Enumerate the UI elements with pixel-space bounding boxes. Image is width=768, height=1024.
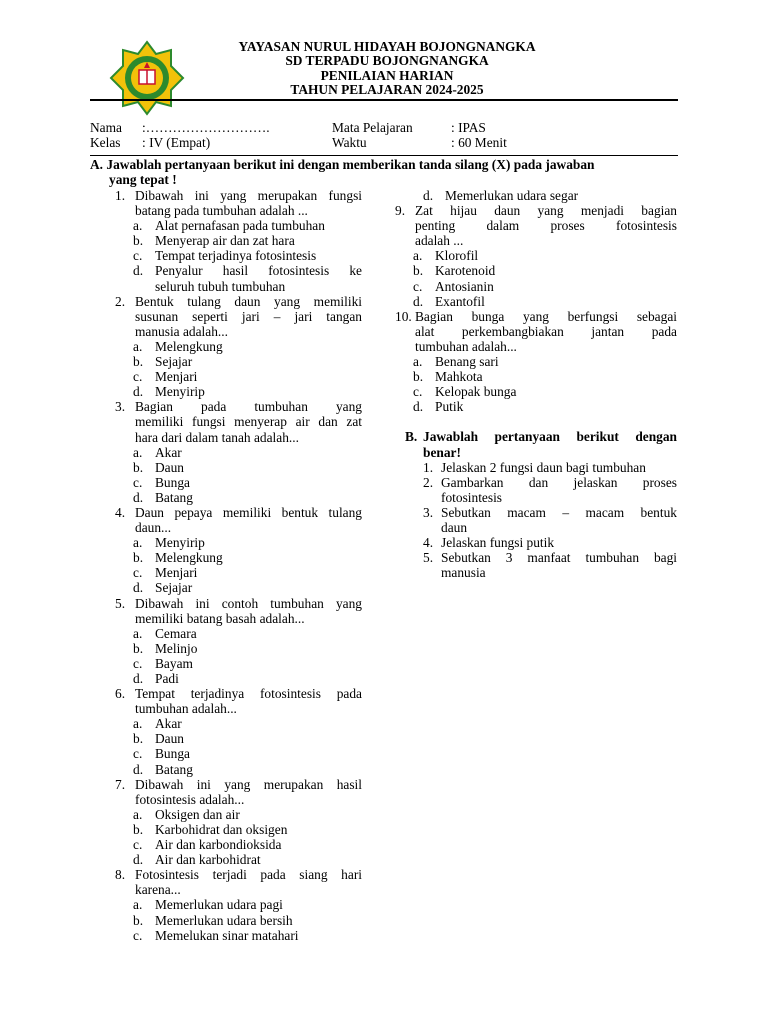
answer-option[interactable] (115, 354, 362, 369)
header-divider (90, 99, 678, 101)
option-letter: d. (133, 671, 144, 686)
option-letter: a. (413, 248, 423, 264)
question-text (395, 309, 677, 354)
option-letter: d. (133, 384, 144, 400)
option-text: Memerlukan udara bersih (155, 912, 293, 928)
option-letter: b. (133, 459, 144, 475)
question-text-line: batang pada tumbuhan adalah ... (135, 203, 308, 219)
option-text: Tempat terjadinya fotosintesis (155, 248, 317, 264)
option-text: Daun (155, 731, 185, 747)
right-questions (395, 203, 677, 414)
kelas-label: Kelas (90, 135, 121, 150)
question-text-line: Bagian pada tumbuhan yang (135, 399, 362, 415)
option-text: Air dan karbondioksida (155, 837, 282, 853)
option-text: Antosianin (435, 278, 494, 294)
answer-option[interactable] (115, 384, 362, 399)
option-text: seluruh tubuh tumbuhan (155, 278, 286, 294)
option-text: Batang (155, 489, 193, 505)
essay-text (405, 535, 677, 550)
option-text: Akar (155, 716, 182, 732)
option-text: Penyalur hasil fotosintesis ke (155, 263, 362, 279)
kelas-value: : IV (Empat) (142, 135, 211, 150)
questions-right-column (395, 188, 677, 581)
question-2 (395, 309, 677, 415)
section-b-line2: benar! (423, 444, 461, 460)
question-text-line: karena... (135, 882, 181, 898)
answer-option[interactable] (115, 233, 362, 248)
answer-option[interactable] (115, 535, 362, 550)
question-text-line: adalah ... (415, 233, 464, 249)
question-number: 1. (115, 188, 126, 203)
question-text (115, 188, 362, 218)
option-letter: b. (133, 354, 144, 370)
essay-text (405, 550, 677, 580)
essay-text-line: Jelaskan 2 fungsi daun bagi tumbuhan (441, 459, 646, 475)
essay-number: 1. (423, 459, 434, 475)
info-divider (90, 155, 678, 156)
answer-option[interactable] (395, 279, 677, 294)
question-text (115, 505, 362, 535)
header-assessment: PENILAIAN HARIAN (320, 67, 454, 83)
option-letter: c. (413, 278, 423, 294)
answer-option[interactable] (115, 641, 362, 656)
question-text-line: Daun pepaya memiliki bentuk tulang (135, 504, 362, 520)
essay-question-4 (405, 535, 677, 550)
question-8 (115, 867, 362, 942)
question-1 (395, 203, 677, 309)
essay-question-2 (405, 475, 677, 505)
essay-text (405, 505, 677, 535)
question-number: 10. (395, 308, 412, 324)
answer-option[interactable] (115, 913, 362, 928)
answer-option[interactable] (115, 731, 362, 746)
school-emblem-icon (109, 40, 185, 116)
question-text-line: memiliki fungsi menyerap air dan zat (135, 414, 362, 430)
option-text: Sejajar (155, 354, 193, 370)
option-text: Kelopak bunga (435, 384, 517, 400)
option-text: Exantofil (435, 293, 485, 309)
question-text-line: daun... (135, 520, 172, 536)
option-letter: c. (133, 927, 143, 943)
section-a-line2: yang tepat ! (109, 172, 177, 188)
option-text: Padi (155, 671, 179, 686)
answer-option[interactable] (115, 248, 362, 263)
section-a-line1: Jawablah pertanyaan berikut ini dengan memberikan tanda silang (X) pada jawaban (106, 157, 595, 172)
essay-number: 4. (423, 535, 434, 551)
answer-option[interactable] (405, 188, 677, 203)
option-text: Melengkung (155, 550, 223, 566)
essay-text-line: Sebutkan 3 manfaat tumbuhan bagi (441, 550, 677, 566)
answer-option[interactable] (115, 897, 362, 912)
answer-option[interactable] (115, 369, 362, 384)
question-text-line: Dibawah ini yang merupakan fungsi (135, 188, 362, 203)
question-text-line: alat perkembangbiakan jantan pada (415, 323, 677, 339)
option-text: Daun (155, 459, 185, 475)
essay-text-line: Jelaskan fungsi putik (441, 535, 555, 551)
option-letter: c. (133, 655, 143, 671)
option-letter: c. (133, 746, 143, 762)
question-text-line: memiliki batang basah adalah... (135, 610, 305, 626)
option-text: Bunga (155, 746, 190, 762)
option-text: Akar (155, 444, 182, 460)
section-b-line1: Jawablah pertanyaan berikut dengan (423, 429, 677, 445)
nama-field[interactable]: :………………………. (142, 120, 270, 135)
question-5 (115, 596, 362, 687)
option-text: Menyirip (155, 384, 205, 400)
question-text-line: Dibawah ini yang merupakan hasil (135, 776, 362, 792)
option-text: Memerlukan udara segar (445, 188, 579, 203)
answer-option[interactable] (115, 656, 362, 671)
mapel-value: : IPAS (451, 120, 486, 135)
option-letter: d. (133, 852, 144, 868)
option-letter: a. (133, 444, 143, 460)
essay-question-5 (405, 550, 677, 580)
answer-option[interactable] (115, 339, 362, 354)
option-letter: a. (133, 535, 143, 551)
option-letter: a. (133, 338, 143, 354)
option-letter: d. (133, 580, 144, 596)
question-text-line: penting dalam proses fotosintesis (415, 218, 677, 234)
answer-option[interactable] (115, 852, 362, 867)
question-text-line: tumbuhan adalah... (415, 338, 517, 354)
option-text: Melengkung (155, 338, 223, 354)
questions-left-column (115, 188, 362, 943)
question-number: 5. (115, 595, 126, 611)
question-7 (115, 777, 362, 868)
question-2 (115, 294, 362, 400)
answer-option[interactable] (115, 565, 362, 580)
option-text: Batang (155, 761, 193, 777)
option-letter: d. (133, 489, 144, 505)
answer-option[interactable] (115, 263, 362, 293)
question-text-line: Bagian bunga yang berfungsi sebagai (415, 308, 677, 324)
answer-option[interactable] (395, 354, 677, 369)
option-letter: b. (413, 263, 424, 279)
section-b-instruction (405, 429, 677, 459)
answer-option[interactable] (395, 263, 677, 278)
option-text: Benang sari (435, 354, 499, 370)
question-number: 8. (115, 867, 126, 883)
option-text: Memerlukan udara pagi (155, 897, 283, 913)
question-text-line: tumbuhan adalah... (135, 701, 237, 717)
answer-option[interactable] (115, 928, 362, 943)
header-school: SD TERPADU BOJONGNANGKA (285, 53, 489, 69)
option-letter: d. (413, 399, 424, 415)
option-letter: c. (133, 369, 143, 385)
essay-text-line: fotosintesis (441, 489, 503, 505)
question-6 (115, 686, 362, 777)
question-text (115, 596, 362, 626)
answer-option[interactable] (115, 837, 362, 852)
answer-option[interactable] (115, 822, 362, 837)
option-text: Putik (435, 399, 464, 415)
question-3 (115, 399, 362, 505)
option-letter: c. (413, 384, 423, 400)
option-text: Klorofil (435, 248, 479, 264)
question-number: 4. (115, 504, 126, 520)
question-text-line: hara dari dalam tanah adalah... (135, 429, 299, 445)
answer-option[interactable] (115, 490, 362, 505)
essay-question-1 (405, 460, 677, 475)
school-header (188, 40, 586, 98)
section-b-letter: B. (405, 429, 418, 445)
question-text-line: Fotosintesis terjadi pada siang hari (135, 867, 362, 883)
essay-number: 5. (423, 550, 434, 566)
answer-option[interactable] (115, 746, 362, 761)
answer-option[interactable] (115, 550, 362, 565)
option-letter: c. (133, 474, 143, 490)
answer-option[interactable] (115, 445, 362, 460)
option-text: Alat pernafasan pada tumbuhan (155, 218, 325, 234)
answer-option[interactable] (395, 248, 677, 263)
option-text: Bayam (155, 655, 193, 671)
option-letter: b. (133, 821, 144, 837)
option-text: Menjari (155, 369, 198, 385)
answer-option[interactable] (115, 218, 362, 233)
question-text (115, 777, 362, 807)
question-text (115, 686, 362, 716)
header-year: TAHUN PELAJARAN 2024-2025 (290, 82, 484, 98)
answer-option[interactable] (115, 460, 362, 475)
option-text: Menyirip (155, 535, 205, 551)
option-letter: b. (133, 640, 144, 656)
option-letter: c. (133, 837, 143, 853)
question-text-line: manusia adalah... (135, 323, 228, 339)
answer-option[interactable] (115, 580, 362, 595)
option-text: Bunga (155, 474, 190, 490)
option-letter: c. (133, 248, 143, 264)
option-text: Cemara (155, 625, 197, 641)
essay-number: 3. (423, 504, 434, 520)
question-number: 9. (395, 203, 406, 219)
option-letter: a. (133, 897, 143, 913)
essay-text (405, 475, 677, 505)
essay-text-line: Sebutkan macam – macam bentuk (441, 504, 677, 520)
answer-option[interactable] (395, 384, 677, 399)
option-letter: a. (133, 218, 143, 234)
question-text-line: susunan seperti jari – jari tangan (135, 308, 362, 324)
essay-text (405, 460, 677, 475)
answer-option[interactable] (395, 399, 677, 414)
answer-option[interactable] (115, 807, 362, 822)
option-text: Menyerap air dan zat hara (155, 233, 295, 249)
header-foundation: YAYASAN NURUL HIDAYAH BOJONGNANGKA (238, 39, 536, 54)
section-b-text (405, 429, 677, 459)
question-number: 2. (115, 293, 126, 309)
question-text-line: Dibawah ini contoh tumbuhan yang (135, 595, 362, 611)
question-number: 7. (115, 776, 126, 792)
essay-text-line: manusia (441, 565, 486, 581)
option-text: Sejajar (155, 580, 193, 596)
option-text: Memelukan sinar matahari (155, 927, 299, 943)
option-text: Karbohidrat dan oksigen (155, 821, 288, 837)
essay-text-line: Gambarkan dan jelaskan proses (441, 474, 677, 490)
option-letter: d. (133, 761, 144, 777)
option-letter: b. (133, 912, 144, 928)
waktu-label: Waktu (332, 135, 367, 150)
answer-option[interactable] (115, 671, 362, 686)
essay-number: 2. (423, 474, 434, 490)
question-text (115, 867, 362, 897)
question-number: 6. (115, 686, 126, 702)
section-a-instruction (90, 157, 680, 187)
section-a-letter: A. (90, 157, 104, 172)
option-letter: b. (413, 369, 424, 385)
question-number: 3. (115, 399, 126, 415)
question-text-line: fotosintesis adalah... (135, 791, 245, 807)
option-letter: d. (423, 188, 434, 203)
question-text (115, 294, 362, 339)
essay-question-3 (405, 505, 677, 535)
option-letter: d. (133, 263, 144, 279)
option-text: Air dan karbohidrat (155, 852, 261, 868)
option-letter: b. (133, 731, 144, 747)
question-text-line: Bentuk tulang daun yang memiliki (135, 293, 362, 309)
waktu-value: : 60 Menit (451, 135, 507, 150)
question-text-line: Zat hijau daun yang menjadi bagian (415, 203, 677, 219)
option-text: Mahkota (435, 369, 483, 385)
option-letter: b. (133, 550, 144, 566)
answer-option[interactable] (395, 294, 677, 309)
answer-option[interactable] (115, 762, 362, 777)
question-text-line: Tempat terjadinya fotosintesis pada (135, 686, 362, 702)
answer-option[interactable] (115, 626, 362, 641)
option-letter: a. (413, 354, 423, 370)
option-letter: b. (133, 233, 144, 249)
question-text (395, 203, 677, 248)
answer-option[interactable] (115, 716, 362, 731)
mapel-label: Mata Pelajaran (332, 120, 413, 135)
question-text (115, 399, 362, 444)
option-text: Karotenoid (435, 263, 496, 279)
question-4 (115, 505, 362, 596)
question-1 (115, 188, 362, 294)
nama-label: Nama (90, 120, 122, 135)
option-letter: a. (133, 625, 143, 641)
option-letter: c. (133, 565, 143, 581)
option-letter: d. (413, 293, 424, 309)
option-text: Oksigen dan air (155, 806, 240, 822)
option-text: Menjari (155, 565, 198, 581)
answer-option[interactable] (395, 369, 677, 384)
option-letter: a. (133, 806, 143, 822)
essay-text-line: daun (441, 519, 468, 535)
answer-option[interactable] (115, 475, 362, 490)
option-text: Melinjo (155, 640, 198, 656)
option-letter: a. (133, 716, 143, 732)
